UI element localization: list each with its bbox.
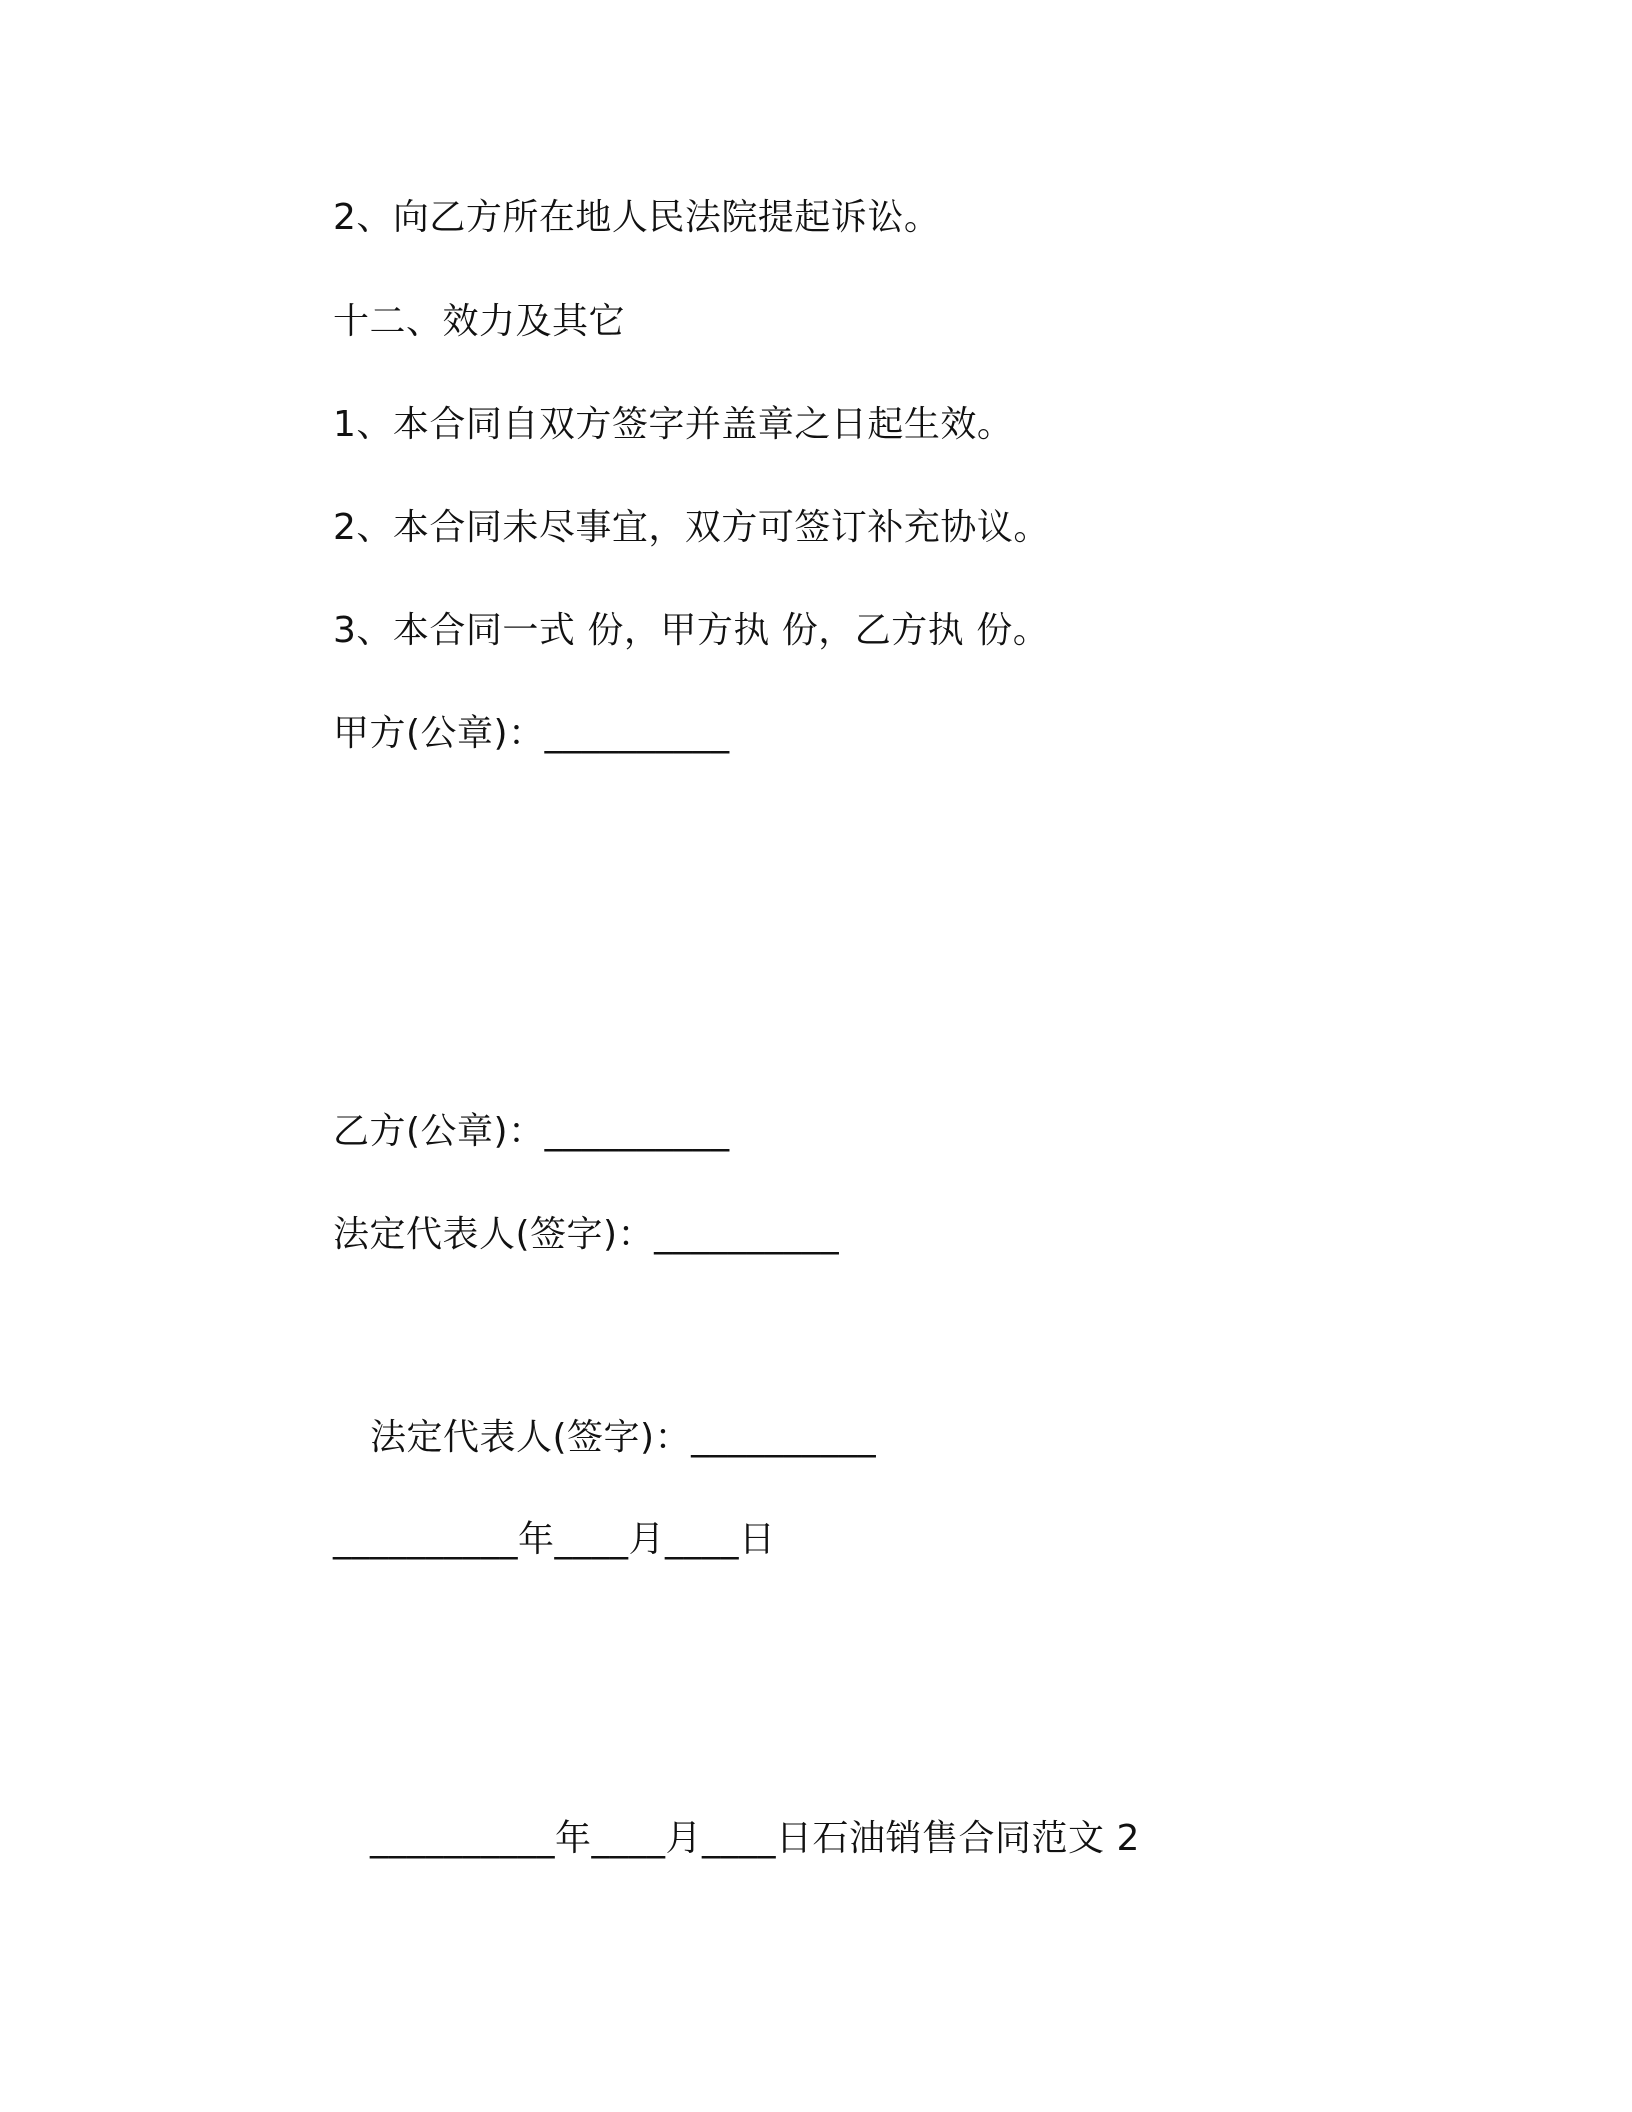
clause-supplement: 2、本合同未尽事宜，双方可签订补充协议。 (333, 507, 1050, 548)
party-b-seal-line: 乙方(公章)：__________ (333, 1111, 730, 1152)
section-heading-effect: 十二、效力及其它 (333, 301, 626, 342)
clause-copies: 3、本合同一式 份，甲方执 份，乙方执 份。 (333, 610, 1050, 651)
clause-litigation: 2、向乙方所在地人民法院提起诉讼。 (333, 197, 941, 238)
date-line-with-title: __________年____月____日石油销售合同范文 2 (370, 1818, 1140, 1859)
legal-rep-signature-line: 法定代表人(签字)：__________ (333, 1214, 840, 1255)
date-line: __________年____月____日 (333, 1519, 776, 1560)
legal-rep-signature-line: 法定代表人(签字)：__________ (370, 1417, 877, 1458)
clause-effective: 1、本合同自双方签字并盖章之日起生效。 (333, 404, 1014, 445)
party-a-seal-line: 甲方(公章)：__________ (333, 713, 730, 754)
